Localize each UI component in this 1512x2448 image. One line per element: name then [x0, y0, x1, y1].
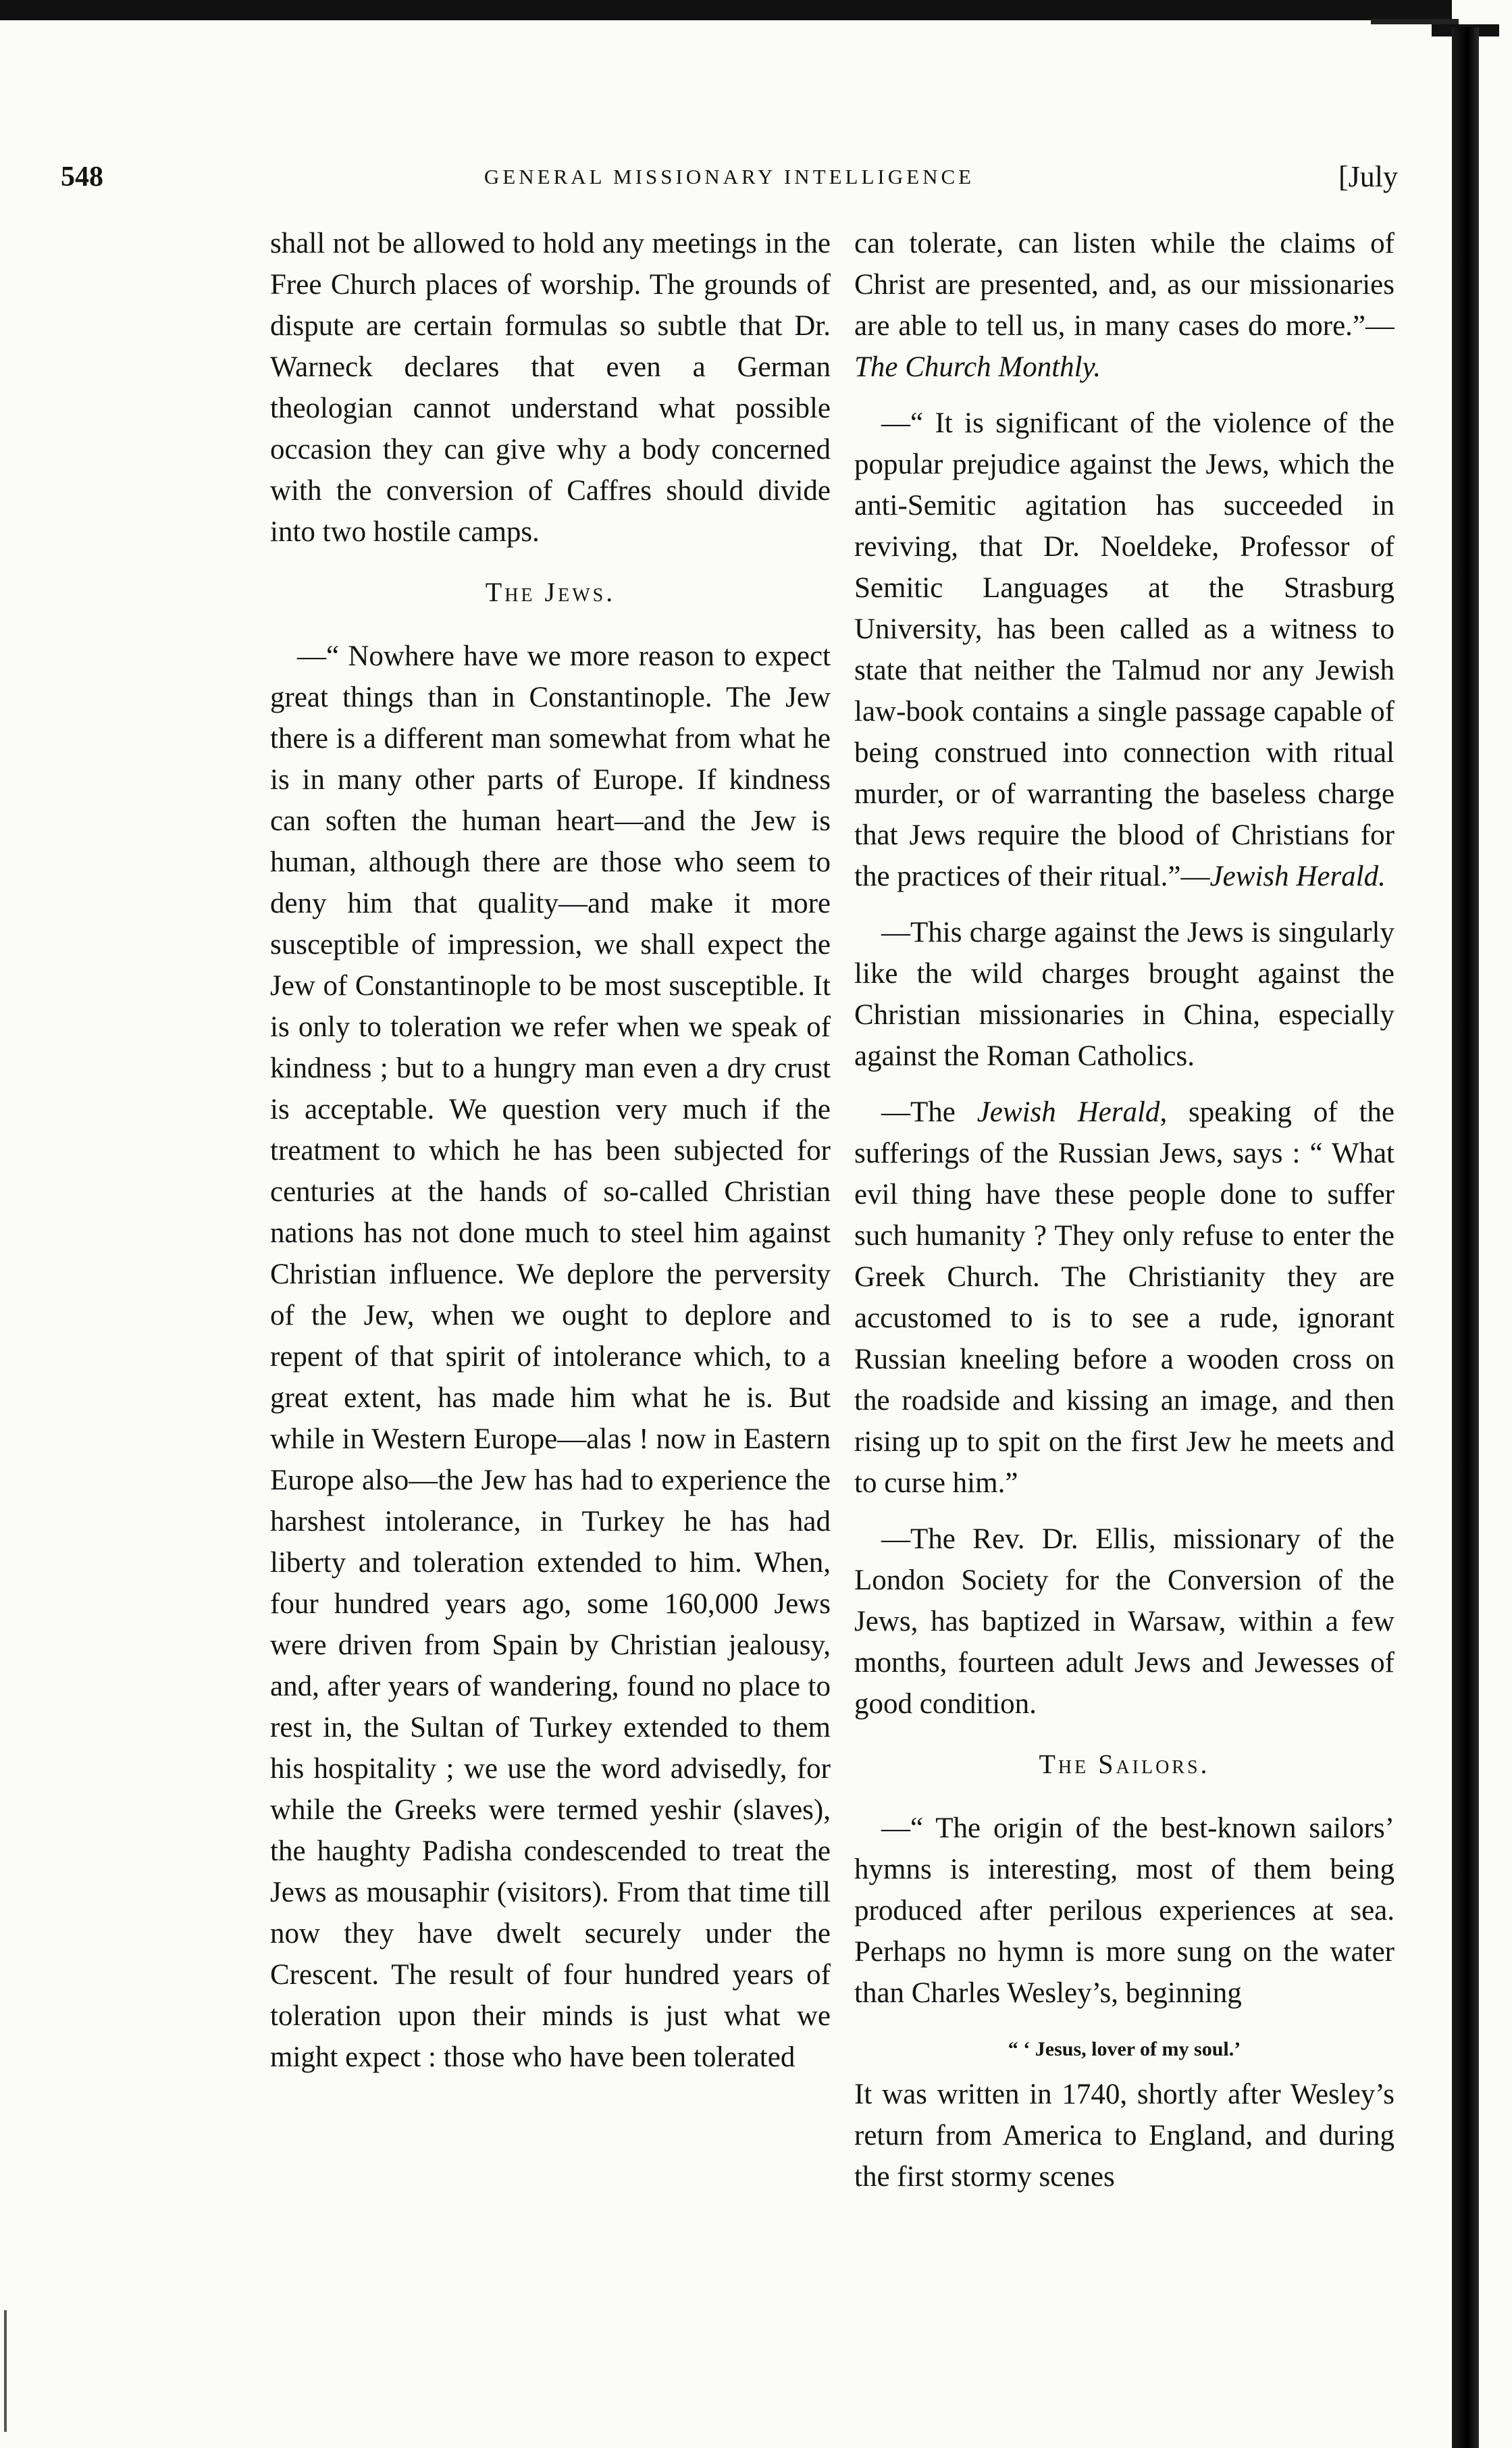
paragraph-wesley: It was written in 1740, shortly after Wesley’s return from America to England, and during the first stormy scenes	[854, 2079, 1394, 2193]
book-binding-edge	[1452, 27, 1479, 2448]
paragraph-constantinople: —“ Nowhere have we more reason to expect great things than in Constantinople. The Jew there is a different man somewhat from what he is in many other parts of Europe. If kindness can soften the human heart—and the Jew is human, although there are those who seem to deny him that quality—and make it more susceptible of impression, we shall expect the Jew of Constantinople to be most susceptible. It is only to toleration we refer when we speak of kindness ; but to a hungry man even a dry crust is acceptable. We question very much if the treatment to which he has been subjected for centuries at the hands of so-called Christian nations has not done much to steel him against Christian influence. We deplore the perversity of the Jew, when we ought to deplore and repent of that spirit of intolerance which, to a great extent, has made him what he is. But while in Western Europe—alas ! now in Eastern Europe also—the Jew has had to experience the harshest intolerance, in Turkey he has had liberty and toleration extended to him. When, four hundred years ago, some 160,000 Jews were driven from Spain by Christian jealousy, and, after years of wandering, found no place to rest in, the Sultan of Turkey extended to them his hospitality ; we use the word advisedly, for while the Greeks were termed yeshir (slaves), the haughty Padisha condescended to treat the Jews as mousaphir (visitors). From that time till now they have dwelt securely under the Crescent. The result of four hundred years of toleration upon their minds is just what we might expect : those who have been tolerated	[270, 640, 831, 2073]
issue-month: [July	[1338, 160, 1398, 193]
paragraph-sailors-hymns: —“ The origin of the best-known sailors’ hymns is interesting, most of them being produced after perilous experiences at sea. Perhaps no hymn is more sung on the water than Charles Wesley’s, beginning	[854, 1812, 1394, 2009]
left-column	[270, 223, 831, 2385]
right-column	[854, 223, 1394, 2385]
scan-artifact-mark	[4, 2310, 7, 2432]
section-heading-sailors: The Sailors.	[1039, 1749, 1210, 1779]
source-citation: Jewish Herald	[976, 1096, 1160, 1128]
scan-border-top	[0, 0, 1452, 20]
hymn-quotation: “ ‘ Jesus, lover of my soul.’	[1008, 2038, 1241, 2060]
paragraph-toleration-continued	[854, 223, 1394, 388]
source-citation: The Church Monthly.	[854, 351, 1101, 383]
paragraph-text: —“ It is significant of the violence of the popular prejudice against the Jews, which the anti-Semitic agitation has succeeded in reviving, that Dr. Noeldeke, Professor of Semitic Languages at the Strasburg University, has been called as a witness to state that neither the Talmud nor any Jewish law-book contains a single passage capable of being construed into connection with ritual murder, or of warranting the baseless charge that Jews require the blood of Christians for the practices of their ritual.”—	[854, 407, 1394, 892]
paragraph-dr-ellis: —The Rev. Dr. Ellis, missionary of the London Society for the Conversion of the Jews, has baptized in Warsaw, within a few months, fourteen adult Jews and Jewesses of good condition.	[854, 1523, 1394, 1720]
page-number: 548	[61, 161, 103, 193]
paragraph-text: can tolerate, can listen while the claims of Christ are presented, and, as our missionaries are able to tell us, in many cases do more.”—	[854, 228, 1394, 342]
section-heading-jews: The Jews.	[485, 577, 616, 607]
paragraph-russian-jews	[854, 1092, 1394, 1504]
running-title: GENERAL MISSIONARY INTELLIGENCE	[484, 165, 975, 188]
paragraph-caffres: shall not be allowed to hold any meetings in the Free Church places of worship. The grounds of dispute are certain formulas so subtle that Dr. Warneck declares that even a German theologian cannot understand what possible occasion they can give why a body concerned with the conversion of Caffres should divide into two hostile camps.	[270, 228, 831, 548]
paragraph-lead: —The	[881, 1096, 977, 1128]
source-citation: Jewish Herald.	[1209, 861, 1386, 892]
paragraph-noeldeke	[854, 403, 1394, 897]
scan-border-notch	[1371, 19, 1459, 24]
paragraph-china-charges: —This charge against the Jews is singularly like the wild charges brought against the Christian missionaries in China, especially against the Roman Catholics.	[854, 917, 1394, 1072]
running-header	[61, 154, 1398, 201]
paragraph-text: , speaking of the sufferings of the Russian Jews, says : “ What evil thing have these people done to suffer such humanity ? They only refuse to enter the Greek Church. The Christianity they are accustomed to is to see a rude, ignorant Russian kneeling before a wooden cross on the roadside and kissing an image, and then rising up to spit on the first Jew he meets and to curse him.”	[854, 1096, 1394, 1499]
